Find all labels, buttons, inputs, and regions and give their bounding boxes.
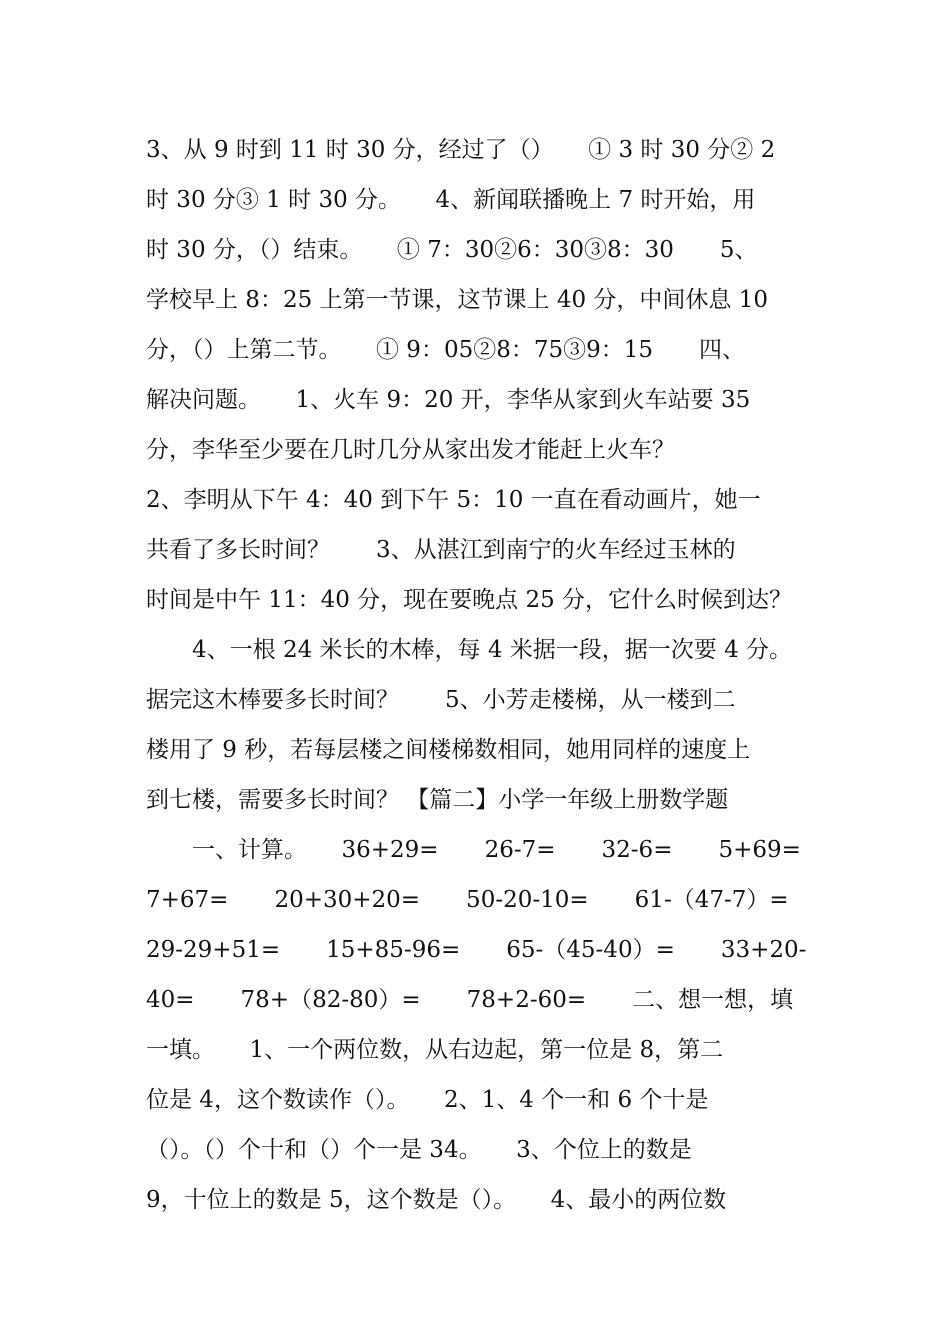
text-line: 分，李华至少要在几时几分从家出发才能赶上火车？	[146, 437, 675, 463]
text-line: 解决问题。 1、火车 9：20 开，李华从家到火车站要 35	[146, 387, 751, 413]
text-line: （）。（）个十和（）个一是 34。 3、个位上的数是	[146, 1137, 692, 1163]
text-line: 3、从 9 时到 11 时 30 分，经过了（） ① 3 时 30 分② 2	[146, 137, 776, 163]
text-line: 一填。 1、一个两位数，从右边起，第一位是 8，第二	[146, 1037, 724, 1063]
text-line: 9，十位上的数是 5，这个数是（）。 4、最小的两位数	[146, 1187, 727, 1213]
text-line: 29-29+51= 15+85-96= 65-（45-40）= 33+20-	[146, 937, 807, 963]
text-line: 40= 78+（82-80）= 78+2-60= 二、想一想，填	[146, 987, 794, 1013]
text-line: 2、李明从下午 4：40 到下午 5：10 一直在看动画片，她一	[146, 487, 761, 513]
text-line: 分，（）上第二节。 ① 9：05②8：75③9：15 四、	[146, 337, 746, 363]
text-line: 到七楼，需要多长时间？ 【篇二】小学一年级上册数学题	[146, 787, 729, 813]
text-line: 楼用了 9 秒，若每层楼之间楼梯数相同，她用同样的速度上	[146, 737, 751, 763]
text-line: 4、一根 24 米长的木棒，每 4 米据一段，据一次要 4 分。	[146, 637, 793, 663]
text-line: 学校早上 8：25 上第一节课，这节课上 40 分，中间休息 10	[146, 287, 768, 313]
text-line: 共看了多长时间？ 3、从湛江到南宁的火车经过玉林的	[146, 537, 736, 563]
text-line: 时 30 分，（）结束。 ① 7：30②6：30③8：30 5、	[146, 237, 758, 263]
text-line: 位是 4，这个数读作（）。 2、1、4 个一和 6 个十是	[146, 1087, 709, 1113]
text-line: 一、计算。 36+29= 26-7= 32-6= 5+69=	[146, 837, 801, 863]
text-line: 时间是中午 11：40 分，现在要晚点 25 分，它什么时候到达？	[146, 587, 793, 613]
text-line: 据完这木棒要多长时间？ 5、小芳走楼梯，从一楼到二	[146, 687, 736, 713]
text-line: 7+67= 20+30+20= 50-20-10= 61-（47-7）=	[146, 887, 789, 913]
text-line: 时 30 分③ 1 时 30 分。 4、新闻联播晚上 7 时开始，用	[146, 187, 756, 213]
